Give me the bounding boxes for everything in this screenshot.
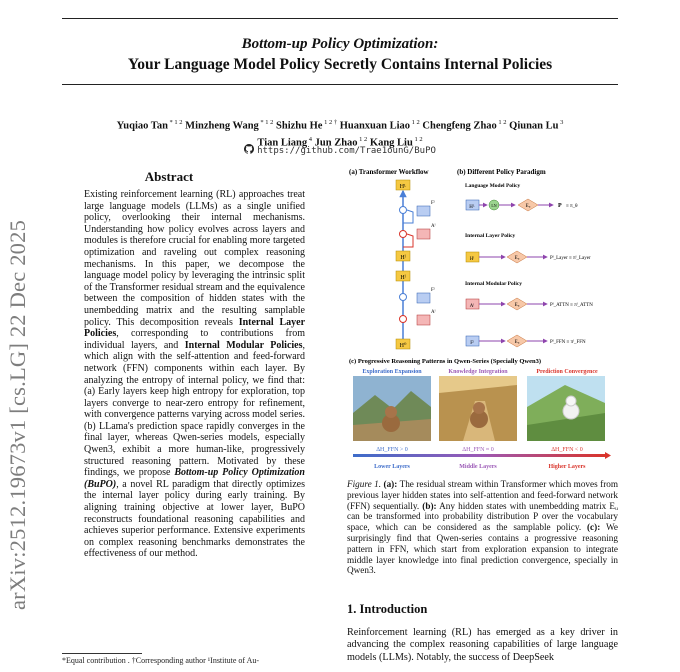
lm-policy-title: Language Model Policy bbox=[465, 183, 521, 189]
illustration-exploration bbox=[353, 376, 431, 441]
layer-higher: Higher Layers bbox=[548, 464, 586, 470]
caption-label: Figure 1. bbox=[347, 479, 382, 489]
modular-attn-label: Aˡ bbox=[469, 304, 475, 309]
add-node-3 bbox=[400, 294, 407, 301]
lm-policy-p: P bbox=[558, 203, 562, 209]
transformer-workflow bbox=[396, 180, 436, 349]
paper-title-line1: Bottom-up Policy Optimization: bbox=[241, 36, 439, 52]
stage-convergence: Prediction Convergence bbox=[536, 369, 598, 375]
abstract-term-modular-policies: Internal Modular Policies bbox=[184, 339, 303, 351]
author-affiliation: * 1 2 bbox=[258, 119, 274, 126]
modular-policy-title: Internal Modular Policy bbox=[465, 281, 523, 287]
hidden-state-bottom-label: H⁰ bbox=[399, 343, 407, 349]
top-rule bbox=[62, 18, 618, 19]
caption-text-c: We surprisingly find that Qwen-series contains a progressive reasoning pattern in FFN, which start from exploration expansion to integrate middle layer knowledge into final prediction convergence, specially in Qwen3. bbox=[347, 522, 618, 576]
layer-unembed-label: Eᵤ bbox=[514, 256, 520, 261]
github-url[interactable]: https://github.com/Trae1ounG/BuPO bbox=[257, 146, 436, 156]
add-node-2 bbox=[400, 231, 407, 238]
introduction-body bbox=[347, 627, 618, 664]
figure-diagram bbox=[335, 163, 618, 475]
modular-ffn-label: Fˡ bbox=[470, 341, 474, 346]
layer-hidden-label: Hˡ bbox=[469, 257, 475, 262]
author-affiliation: * 1 2 bbox=[167, 119, 183, 126]
caption-text-b: Any hidden states with unembedding matrix Eᵤ can be transformed into probability distribution P over the vocabulary space, which can be considered as the samplable policy. bbox=[347, 500, 618, 533]
attn-box bbox=[417, 229, 430, 239]
illustration-integration bbox=[439, 376, 517, 441]
author-name: Jun Zhao bbox=[314, 137, 358, 148]
illustration-convergence bbox=[527, 376, 605, 441]
abstract-text: Existing reinforcement learning (RL) approaches treat large language models (LLMs) as a single unified policy, overlooking their internal mechanisms. Understanding how policy evolves across layers and modules is therefore crucial for enabling more targeted optimization and raveling out complex reasoning mechanisms. In this paper, we decompose the language model policy by leveraging the intrinsic split of the Transformer residual stream and the equivalence between the composition of hidden states with the unembedding matrix and the resulting samplable policy. This decomposition reveals bbox=[84, 189, 305, 328]
author-name: Tian Liang bbox=[257, 137, 308, 148]
figure-caption bbox=[347, 479, 618, 576]
add-node-4 bbox=[400, 316, 407, 323]
author-affiliation: 3 bbox=[558, 119, 564, 126]
entropy-middle: ΔH_FFN ≈ 0 bbox=[462, 447, 494, 453]
figure-1 bbox=[335, 163, 618, 475]
add-node-1 bbox=[400, 207, 407, 214]
author-name: Qiunan Lu bbox=[509, 120, 559, 132]
layer-middle: Middle Layers bbox=[459, 464, 497, 470]
abstract-term-layer-policies: Internal Layer Policies bbox=[84, 316, 306, 340]
author-affiliation: 4 bbox=[307, 135, 313, 143]
abstract-text-4: , a novel RL paradigm that directly optimizes the internal layer policy during early training. By aligning training objective at lower layer, BuPO reconstructs foundational reasoning capabilities and achieves superior performance. Extensive experiments on complex reasoning benchmarks demonstrates the effectiveness of our method. bbox=[84, 478, 305, 560]
abstract-term-bupo: Bottom-up Policy Optimization (BuPO) bbox=[84, 467, 305, 490]
footnote-rule bbox=[62, 653, 142, 654]
entropy-lower: ΔH_FFN > 0 bbox=[376, 447, 408, 453]
layer-lower: Lower Layers bbox=[374, 464, 410, 470]
ffn-policy-formula: Pˡ_FFN ≡ πˡ_FFN bbox=[550, 340, 586, 345]
panel-c-title: (c) Progressive Reasoning Patterns in Qwen-Series (Specially Qwen3) bbox=[349, 358, 542, 365]
panel-a-title: (a) Transformer Workflow bbox=[349, 168, 429, 176]
caption-text-a: The residual stream within Transformer which moves from previous layer hidden states into self-attention and feed-forward network (FFN) sequentially. bbox=[347, 479, 618, 511]
panel-b-title: (b) Different Policy Paradigm bbox=[457, 168, 546, 176]
modular-attn-unembed-label: Eᵤ bbox=[514, 303, 520, 308]
author-name: Kang Liu bbox=[369, 137, 413, 148]
lm-policy-pi: ≡ π_θ bbox=[566, 204, 578, 209]
author-name: Yuqiao Tan bbox=[116, 120, 168, 132]
entropy-higher: ΔH_FFN < 0 bbox=[551, 447, 583, 453]
hidden-state-mid-2-label: Hˡ bbox=[400, 275, 406, 281]
author-affiliation: 1 2 bbox=[496, 119, 507, 126]
lm-unembed-label: Eᵤ bbox=[525, 204, 531, 209]
arxiv-stamp: arXiv:2512.19673v1 [cs.LG] 22 Dec 2025 bbox=[5, 219, 30, 610]
stage-integration: Knowledge Integration bbox=[448, 369, 508, 375]
caption-b: (b): bbox=[422, 500, 437, 511]
author-affiliation: 1 2 † bbox=[322, 119, 338, 126]
author-name: Minzheng Wang bbox=[185, 120, 259, 132]
policy-paradigms bbox=[465, 183, 593, 347]
section-heading-introduction: 1. Introduction bbox=[347, 602, 428, 616]
author-affiliation: 1 2 bbox=[412, 135, 423, 143]
author-name: Chengfeng Zhao bbox=[422, 120, 497, 132]
layer-gradient-arrowhead bbox=[605, 452, 611, 459]
layer-policy-title: Internal Layer Policy bbox=[465, 233, 516, 239]
author-name: Huanxuan Liao bbox=[339, 120, 411, 132]
github-icon bbox=[244, 144, 254, 154]
layer-policy-formula: Pˡ_Layer ≡ πˡ_Layer bbox=[550, 256, 591, 261]
abstract-heading: Abstract bbox=[144, 169, 194, 184]
layer-gradient-bar bbox=[353, 454, 605, 457]
abstract-text-2: , corresponding to contributions from individual layers, and bbox=[84, 328, 305, 351]
ffn-label-2: Fˡ bbox=[431, 288, 435, 293]
ffn-box-2 bbox=[417, 293, 430, 303]
github-link[interactable] bbox=[0, 144, 680, 156]
stage-exploration: Exploration Expansion bbox=[362, 369, 422, 375]
attn-label: Aˡ bbox=[431, 224, 436, 229]
ln-label: LN bbox=[491, 203, 497, 208]
abstract-body bbox=[84, 189, 305, 560]
author-affiliation: 1 2 bbox=[357, 135, 368, 143]
author-affiliation: 1 2 bbox=[410, 119, 420, 126]
ffn-box bbox=[417, 206, 430, 216]
title-rule bbox=[62, 84, 618, 85]
abstract-text-3: , which align with the self-attention and feed-forward network (FFN) components within each layer. By analyzing the entropy of internal policy, we find that: (a) Early layers keep high entropy for exploration, top layers converge to near-zero entropy for refinement, with convergence patterns varying across model series. (b) LLama's prediction space rapidly converges in the final layer, whereas Qwen-series models, especially Qwen3, exhibit a more human-like, progressively structured reasoning pattern. Motivated by these findings, we propose bbox=[84, 339, 306, 479]
attn-policy-formula: Pˡ_ATTN ≡ πˡ_ATTN bbox=[550, 303, 593, 308]
footnote: *Equal contribution . †Corresponding author ¹Institute of Au- bbox=[62, 656, 260, 665]
hidden-state-mid-label: Hˡ bbox=[400, 255, 406, 261]
hidden-state-top-label: Hᴸ bbox=[399, 184, 407, 190]
paper-title-line2: Your Language Model Policy Secretly Contains Internal Policies bbox=[127, 56, 553, 73]
introduction-text: Reinforcement learning (RL) has emerged as a key driver in advancing the complex reasoning capabilities of large language models (LLMs). Notably, the success of DeepSeek bbox=[347, 627, 618, 663]
author-name: Shizhu He bbox=[276, 120, 323, 132]
caption-c: (c): bbox=[587, 522, 601, 533]
attn-label-2: Aˡ bbox=[431, 310, 436, 315]
author-line-1 bbox=[62, 116, 618, 133]
modular-ffn-unembed-label: Eᵤ bbox=[514, 340, 520, 345]
caption-a: (a): bbox=[383, 479, 398, 489]
lm-hidden-label: Hᴸ bbox=[469, 205, 475, 210]
attn-box-2 bbox=[417, 315, 430, 325]
ffn-label: Fˡ bbox=[431, 201, 435, 206]
